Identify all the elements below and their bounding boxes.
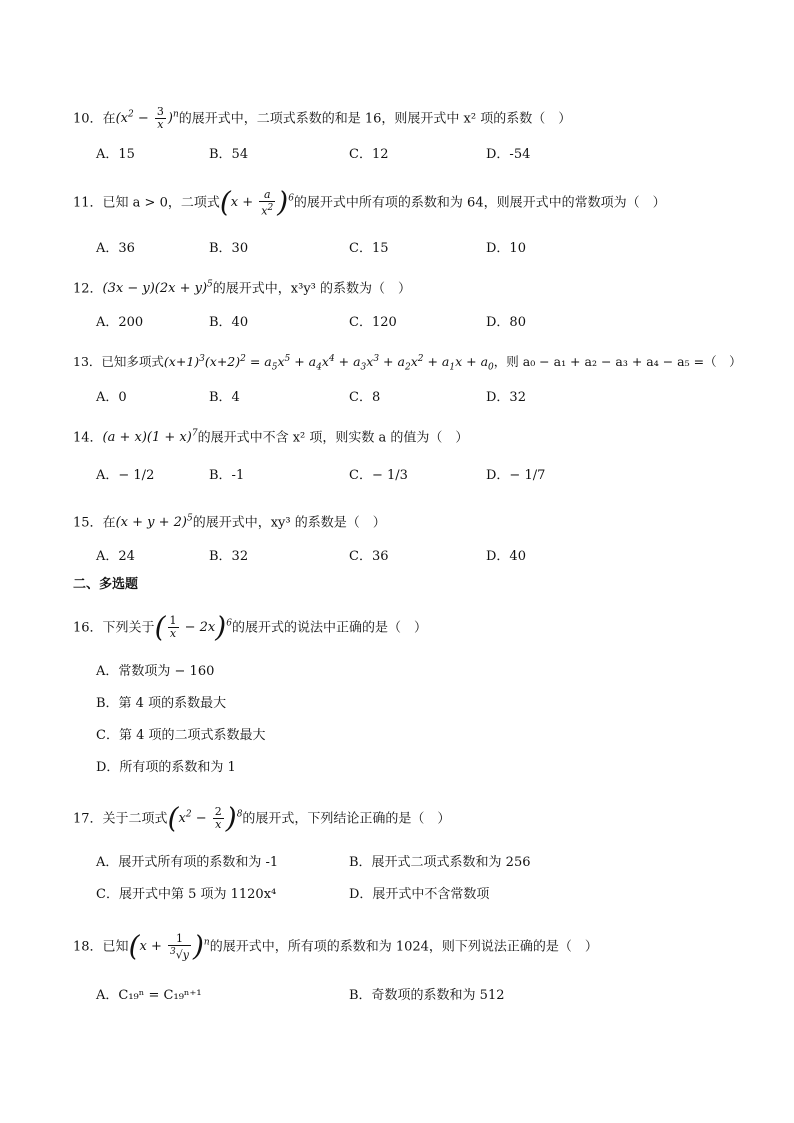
option-a: A．15 xyxy=(96,147,135,162)
question-text: 的展开式的说法中正确的是（ ） xyxy=(231,620,427,636)
option-c: C．12 xyxy=(349,147,389,162)
question-number: 13． xyxy=(73,354,102,370)
option-b: B．第 4 项的系数最大 xyxy=(96,696,227,711)
question-prefix: 已知多项式 xyxy=(101,354,164,370)
option-a: A．200 xyxy=(96,315,144,330)
math-expression: $(x+1)^3(x+2)^2 = a_5x^5 + a_4x^4 + a_3x^3 + a_2x^2 + a_1x + a_0$ xyxy=(163,354,494,373)
question-text: ，则 a₀ − a₁ + a₂ − a₃ + a₄ − a₅ =（ ） xyxy=(493,354,742,370)
question-number: 18． xyxy=(73,939,103,955)
option-d: D．32 xyxy=(486,390,526,405)
question-text: 的展开式中，二项式系数的和是 16，则展开式中 x² 项的系数（ ） xyxy=(178,111,572,127)
question-10 xyxy=(73,104,571,131)
question-number: 14． xyxy=(73,430,103,446)
question-prefix: 在 xyxy=(102,111,116,127)
question-prefix: 已知 a > 0，二项式 xyxy=(102,195,220,211)
option-d: D．− 1/7 xyxy=(486,468,546,483)
option-b: B．40 xyxy=(209,315,249,330)
question-number: 17． xyxy=(73,811,103,827)
option-b: B．展开式二项式系数和为 256 xyxy=(349,855,531,870)
question-18 xyxy=(73,929,598,963)
question-11 xyxy=(73,185,666,219)
question-number: 11． xyxy=(73,195,103,211)
question-15 xyxy=(73,508,386,534)
question-number: 10． xyxy=(73,111,103,127)
option-d: D．-54 xyxy=(486,147,531,162)
question-number: 15． xyxy=(73,515,103,531)
section-heading: 二、多选题 xyxy=(73,577,139,592)
question-text: 的展开式中所有项的系数和为 64，则展开式中的常数项为（ ） xyxy=(293,195,666,211)
option-a: A．展开式所有项的系数和为 -1 xyxy=(96,855,279,870)
question-14 xyxy=(73,423,468,449)
option-b: B．-1 xyxy=(209,468,245,483)
question-16 xyxy=(73,610,427,644)
math-expression: $(x + y + 2)^5$ xyxy=(115,514,193,531)
question-text: 的展开式中，xy³ 的系数是（ ） xyxy=(192,515,386,531)
math-expression: ($x^2$ − $\frac{3}{x}$ )$^n$ xyxy=(115,105,179,132)
question-prefix: 在 xyxy=(102,515,116,531)
math-expression: $(a + x)(1 + x)^7$ xyxy=(102,429,198,446)
question-13 xyxy=(73,348,742,379)
option-d: D．40 xyxy=(486,549,526,564)
question-prefix: 下列关于 xyxy=(102,620,155,636)
question-number: 16． xyxy=(73,620,103,636)
option-a: A．− 1/2 xyxy=(96,468,155,483)
question-prefix: 关于二项式 xyxy=(102,811,168,827)
question-number: 12． xyxy=(73,281,103,297)
math-expression: (x + $\frac{1}{^3√y}$ )$^n$ xyxy=(128,929,210,963)
option-a: A．常数项为 − 160 xyxy=(96,664,215,679)
option-b: B．32 xyxy=(209,549,249,564)
option-a: A．0 xyxy=(96,390,127,405)
option-d: D．所有项的系数和为 1 xyxy=(96,760,236,775)
question-17 xyxy=(73,801,451,835)
option-c: C．8 xyxy=(349,390,381,405)
option-c: C．120 xyxy=(349,315,397,330)
question-text: 的展开式中，所有项的系数和为 1024，则下列说法正确的是（ ） xyxy=(209,939,598,955)
option-b: B．54 xyxy=(209,147,249,162)
option-b: B．奇数项的系数和为 512 xyxy=(349,988,505,1003)
math-expression: ( $\frac{1}{x}$ − 2x)$^6$ xyxy=(154,610,232,644)
option-a: A．24 xyxy=(96,549,135,564)
question-12 xyxy=(73,274,411,300)
option-b: B．30 xyxy=(209,241,249,256)
question-text: 的展开式，下列结论正确的是（ ） xyxy=(242,811,451,827)
math-expression: ($x^2$ − $\frac{2}{x}$ )$^8$ xyxy=(167,801,243,835)
option-d: D．10 xyxy=(486,241,526,256)
option-c: C．15 xyxy=(349,241,389,256)
option-c: C．− 1/3 xyxy=(349,468,408,483)
question-text: 的展开式中，x³y³ 的系数为（ ） xyxy=(212,281,412,297)
option-c: C．36 xyxy=(349,549,389,564)
math-expression: (x + $\frac{a}{x^2}$ )$^6$ xyxy=(219,185,294,219)
question-prefix: 已知 xyxy=(102,939,129,955)
math-expression: $(3x - y)(2x + y)^5$ xyxy=(102,280,213,297)
option-c: C．展开式中第 5 项为 1120x⁴ xyxy=(96,887,277,902)
option-d: D．80 xyxy=(486,315,526,330)
option-d: D．展开式中不含常数项 xyxy=(349,887,490,902)
option-c: C．第 4 项的二项式系数最大 xyxy=(96,728,266,743)
option-a: A．C₁₉ⁿ = C₁₉ⁿ⁺¹ xyxy=(96,988,202,1003)
option-a: A．36 xyxy=(96,241,135,256)
question-text: 的展开式中不含 x² 项，则实数 a 的值为（ ） xyxy=(197,430,469,446)
option-b: B．4 xyxy=(209,390,240,405)
